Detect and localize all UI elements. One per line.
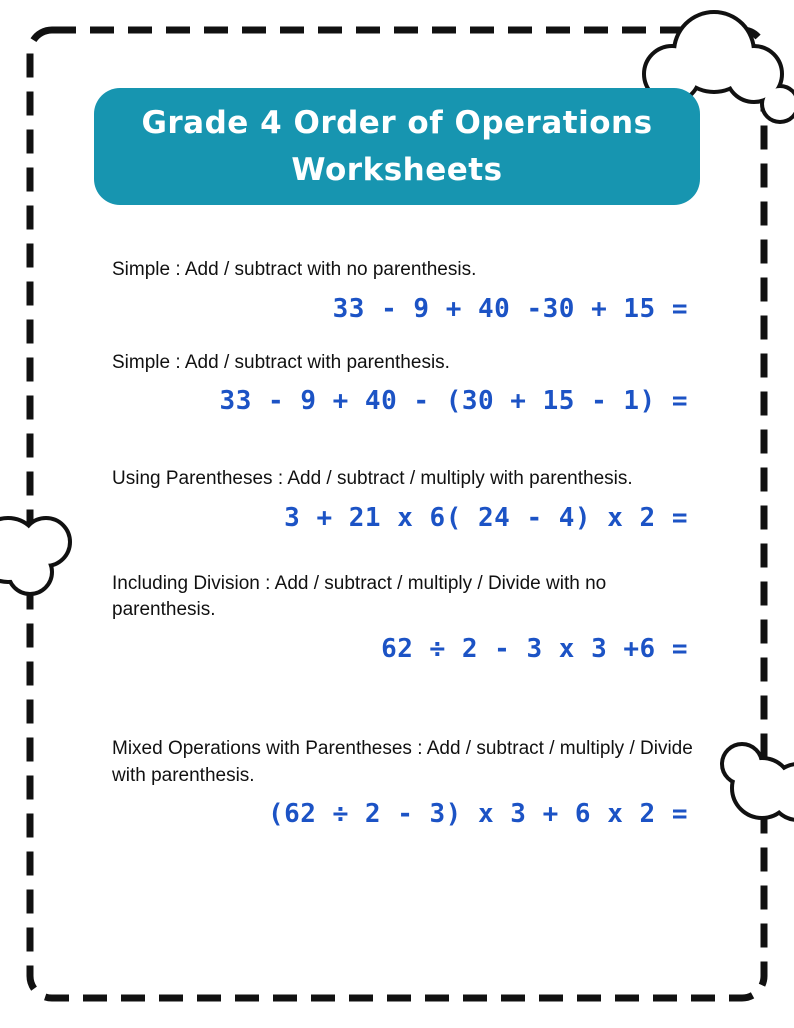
problem-section [112, 736, 694, 829]
problem-expression: 33 - 9 + 40 -30 + 15 = [332, 293, 688, 324]
problem-label: Simple : Add / subtract with no parenthesis. [112, 259, 477, 280]
problem-expression: (62 ÷ 2 - 3) x 3 + 6 x 2 = [268, 799, 688, 830]
worksheet-title: Grade 4 Order of Operations Worksheets [94, 88, 700, 205]
problem-section [112, 571, 694, 664]
problem-expression: 62 ÷ 2 - 3 x 3 +6 = [381, 633, 688, 664]
problem-label: Simple : Add / subtract with parenthesis. [112, 351, 450, 373]
problem-expression: 3 + 21 x 6( 24 - 4) x 2 = [284, 502, 688, 533]
problem-label: Mixed Operations with Parentheses : Add / subtract / multiply / Divide with parenthesis. [112, 737, 693, 786]
problem-expression: 33 - 9 + 40 - (30 + 15 - 1) = [219, 386, 688, 417]
problem-label: Including Division : Add / subtract / multiply / Divide with no parenthesis. [112, 572, 607, 621]
problem-section [112, 350, 694, 417]
problem-section [112, 257, 694, 324]
problem-section [112, 466, 694, 533]
problems-list [0, 257, 794, 829]
problem-label: Using Parentheses : Add / subtract / multiply with parenthesis. [112, 468, 633, 490]
